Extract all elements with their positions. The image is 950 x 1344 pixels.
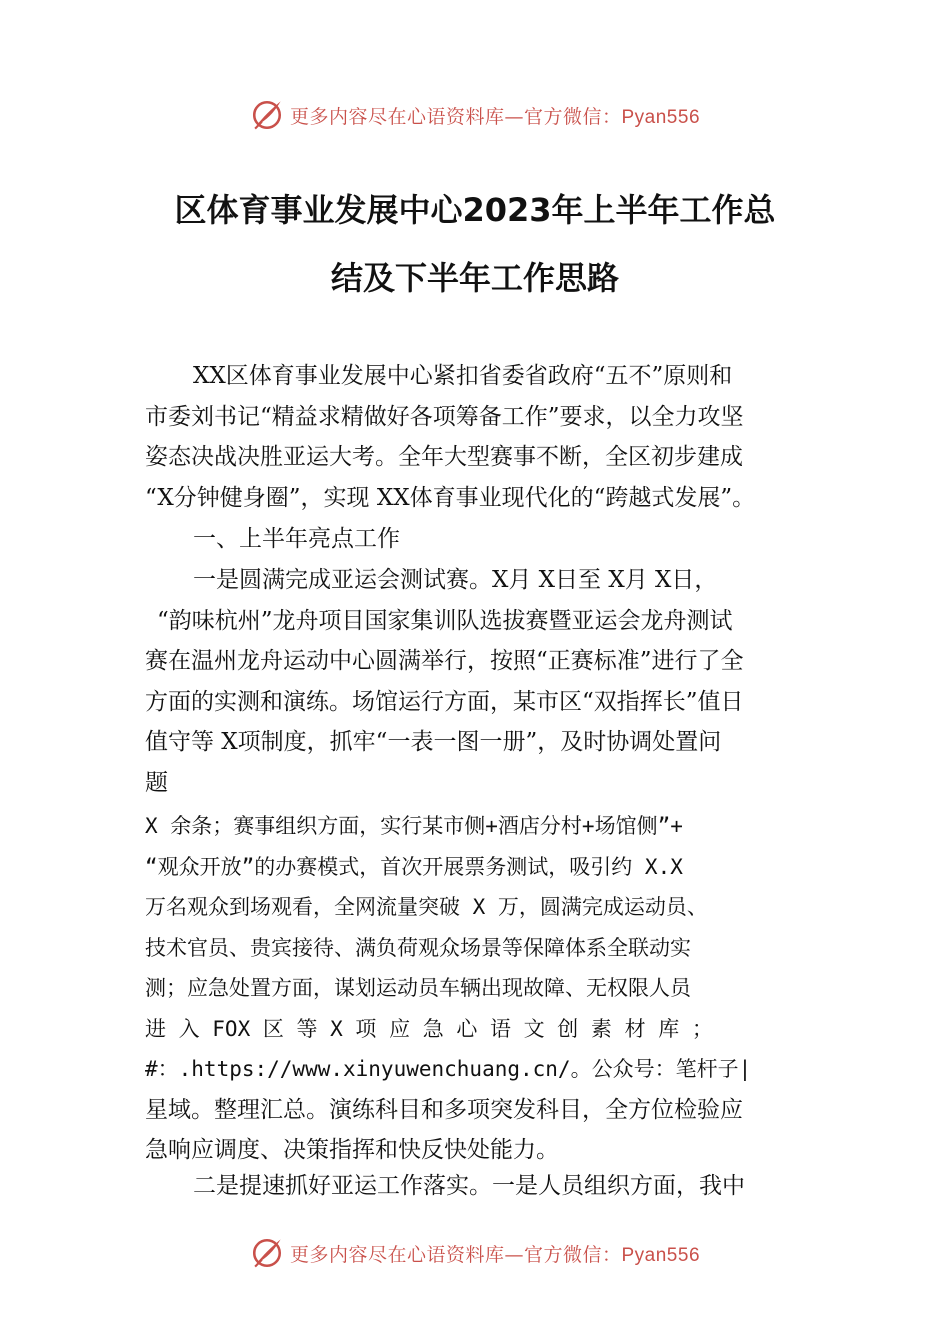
section-heading: 一、上半年亮点工作 xyxy=(193,526,400,552)
text-line: 值守等 X项制度，抓牢“一表一图一册”，及时协调处置问 xyxy=(145,729,722,755)
document-title-line-1: 区体育事业发展中心2023年上半年工作总 xyxy=(174,191,776,229)
text-line: XX区体育事业发展中心紧扣省委省政府“五不”原则和 xyxy=(193,363,733,389)
body-paragraph xyxy=(145,1166,825,1207)
text-line: 进 入 FOX 区 等 X 项 应 急 心 语 文 创 素 材 库 ； xyxy=(145,1016,713,1041)
body-paragraph-continued xyxy=(145,806,825,1171)
text-line: 测；应急处置方面，谋划运动员车辆出现故障、无权限人员 xyxy=(145,976,691,1000)
text-line: 急响应调度、决策指挥和快反快处能力。 xyxy=(145,1137,559,1163)
watermark-banner-top xyxy=(0,95,950,135)
text-line: 万名观众到场观看，全网流量突破 X 万，圆满完成运动员、 xyxy=(145,895,708,919)
text-line: 技术官员、贵宾接待、满负荷观众场景等保障体系全联动实 xyxy=(145,935,691,960)
text-line: 赛在温州龙舟运动中心圆满举行，按照“正赛标准”进行了全 xyxy=(145,648,744,674)
text-line: 题 xyxy=(145,769,168,796)
watermark-text: 更多内容尽在心语资料库—官方微信：Pyan556 xyxy=(289,105,701,128)
text-line: #：.https://www.xinyuwenchuang.cn/。公众号：笔杆子| xyxy=(145,1057,752,1081)
text-line: 姿态决战决胜亚运大考。全年大型赛事不断，全区初步建成 xyxy=(145,444,743,470)
text-line: 二是提速抓好亚运工作落实。一是人员组织方面，我中 xyxy=(193,1173,745,1199)
watermark-text: 更多内容尽在心语资料库—官方微信：Pyan556 xyxy=(289,1243,701,1266)
text-line: “观众开放”的办赛模式，首次开展票务测试，吸引约 X.X xyxy=(145,854,683,879)
document-title-line-2: 结及下半年工作思路 xyxy=(330,259,619,297)
text-line: X 余条；赛事组织方面，实行某市侧+酒店分村+场馆侧”+ xyxy=(145,814,683,838)
text-line: “韵味杭州”龙舟项目国家集训队选拔赛暨亚运会龙舟测试 xyxy=(157,607,733,634)
text-line: 一是圆满完成亚运会测试赛。X月 X日至 X月 X日， xyxy=(193,567,718,593)
text-line: “X分钟健身圈”，实现 XX体育事业现代化的“跨越式发展”。 xyxy=(145,484,756,511)
text-line: 市委刘书记“精益求精做好各项筹备工作”要求，以全力攻坚 xyxy=(145,403,744,430)
feather-pen-logo-icon xyxy=(250,98,284,132)
text-line: 方面的实测和演练。场馆运行方面，某市区“双指挥长”值日 xyxy=(145,688,744,715)
watermark-banner-bottom xyxy=(0,1233,950,1273)
feather-pen-logo-icon xyxy=(250,1236,284,1270)
text-line: 星域。整理汇总。演练科目和多项突发科目，全方位检验应 xyxy=(145,1096,743,1123)
intro-paragraph xyxy=(145,356,825,518)
body-paragraph xyxy=(145,560,825,803)
